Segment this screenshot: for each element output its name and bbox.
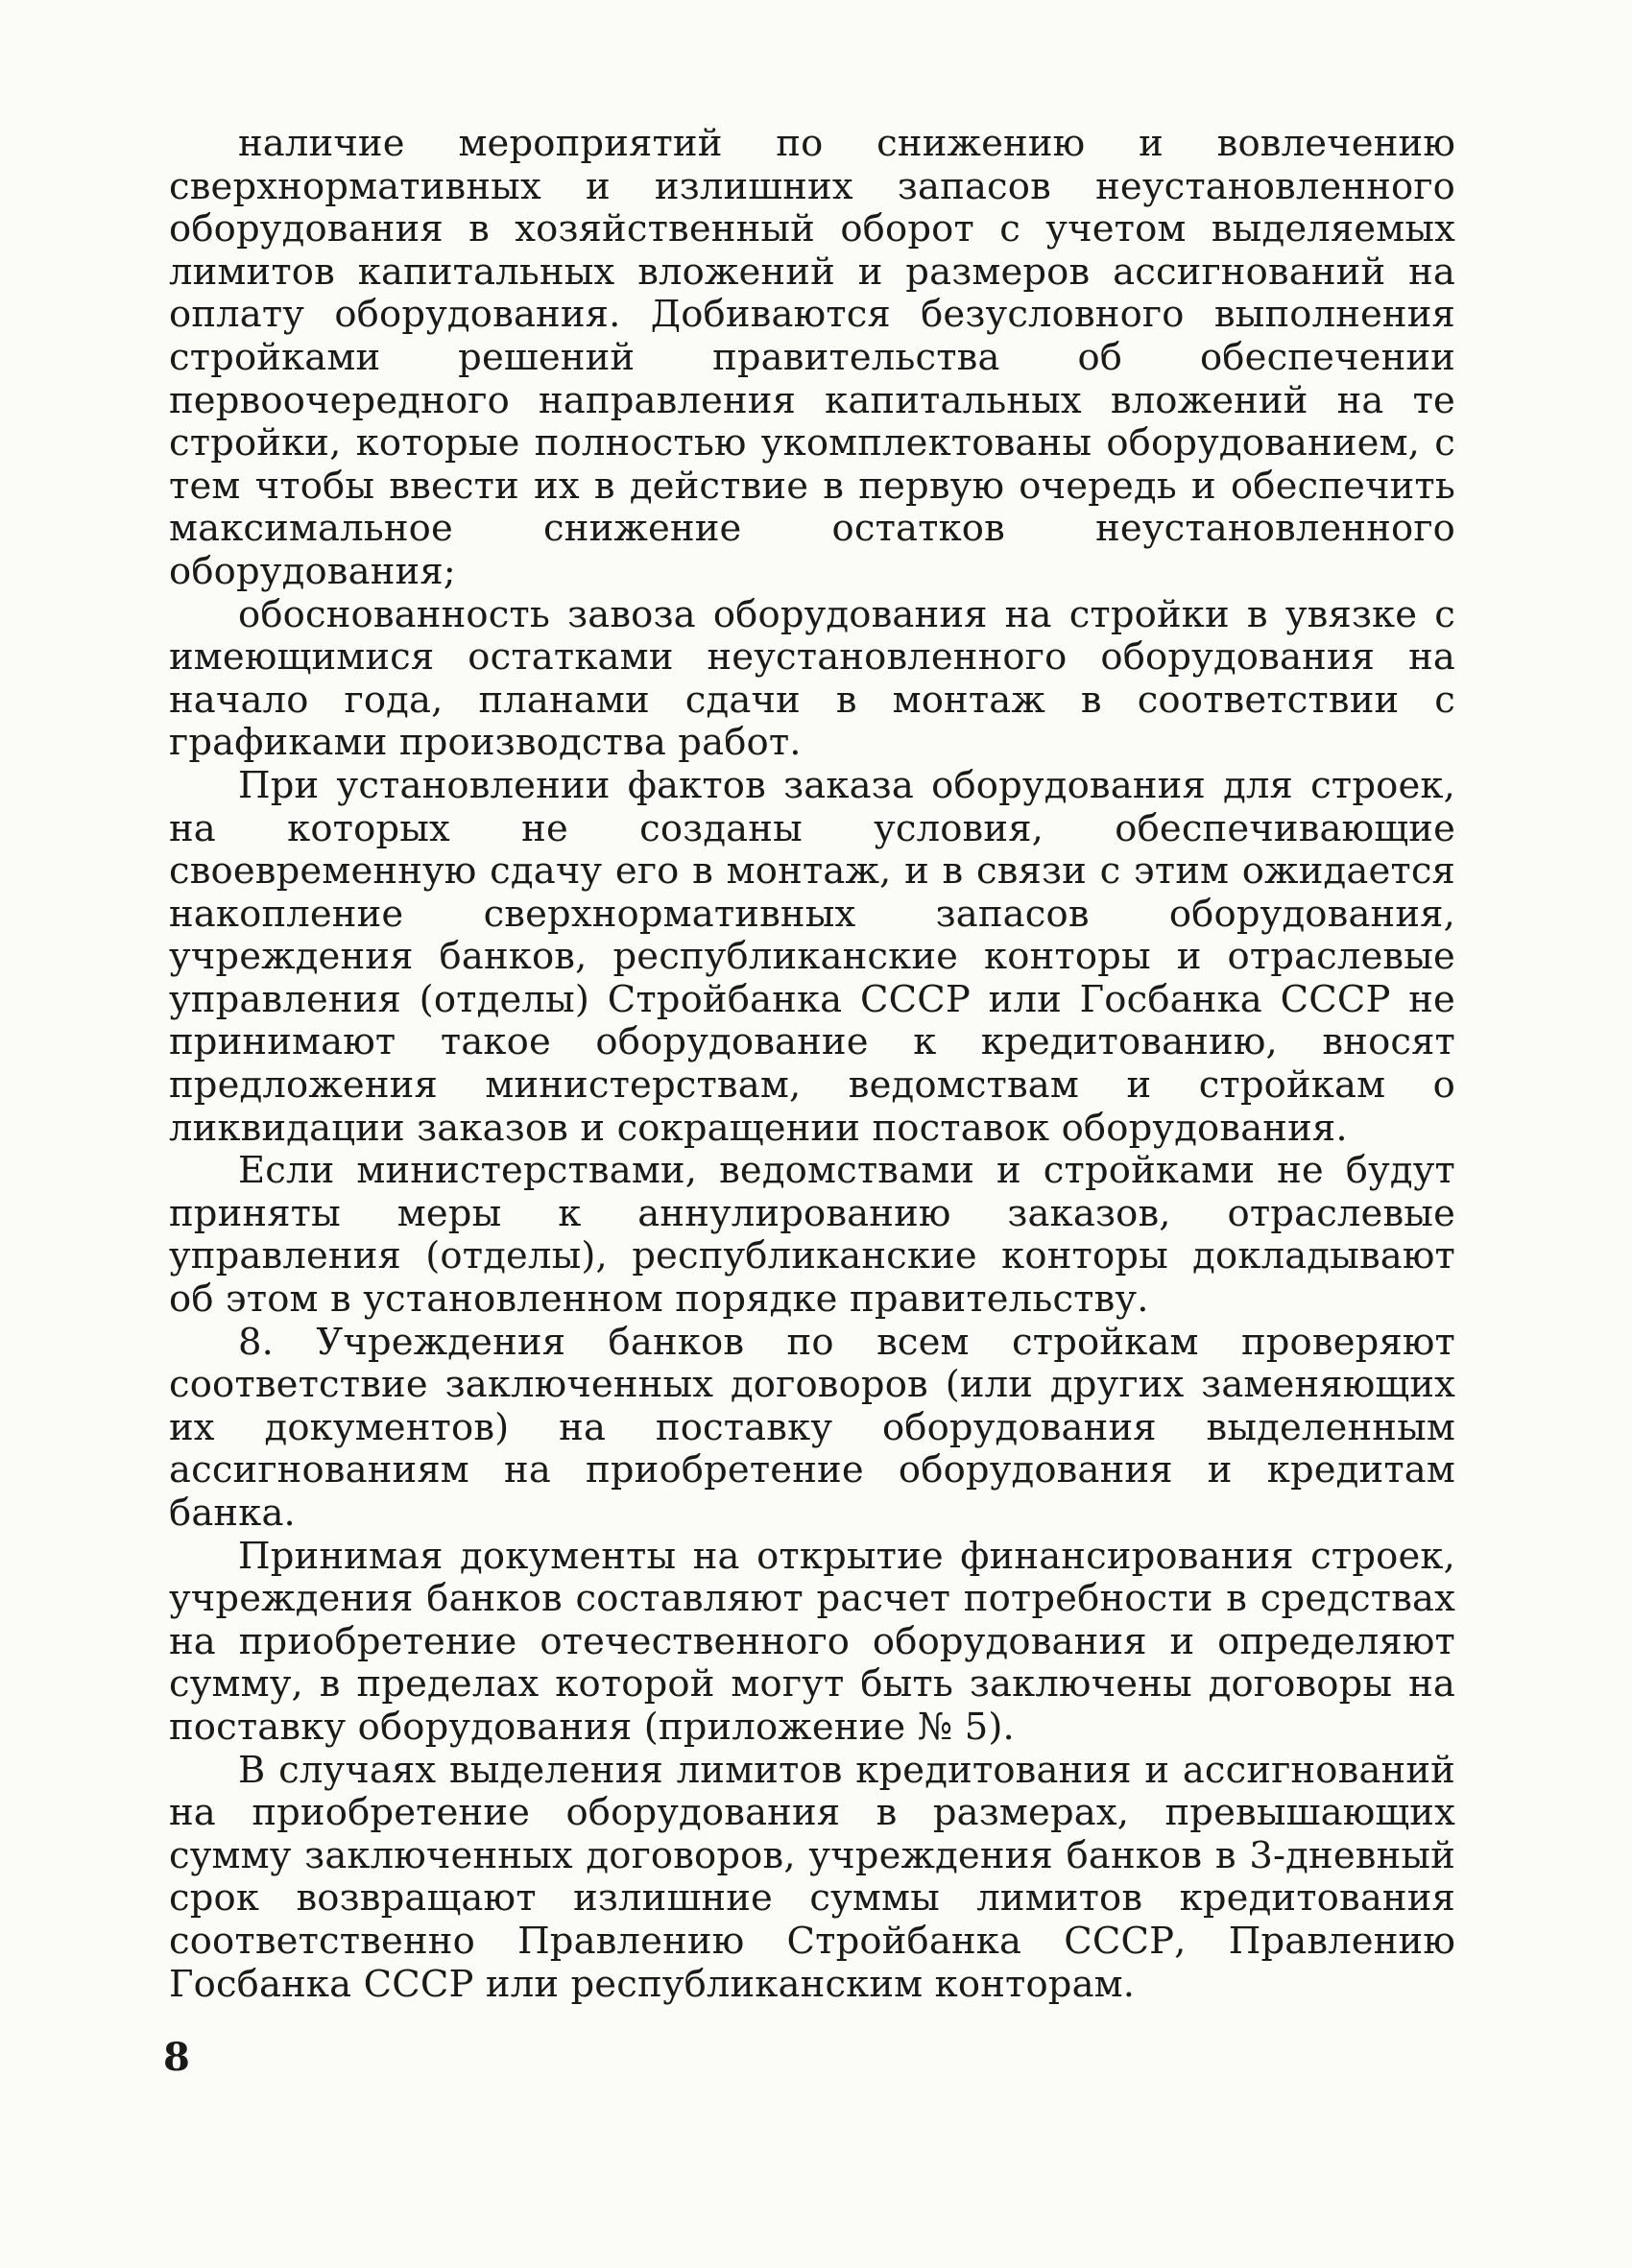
paragraph-3: При установлении фактов заказа оборудования для строек, на которых не созданы условия, обеспечивающие своевременную сдачу его в монтаж, и в связи с этим ожидается накопление сверхнормативных запасов оборудования, учреждения банков, республиканские конторы и отраслевые управления (отделы) Стройбанка СССР или Госбанка СССР не принимают такое оборудование к кредитованию, вносят предложения министерствам, ведомствам и стройкам о ликвидации заказов и сокращении поставок оборудования. bbox=[169, 763, 1455, 1150]
paragraph-2: обоснованность завоза оборудования на стройки в увязке с имеющимися остатками неустановленного оборудования на начало года, планами сдачи в монтаж в соответствии с графиками производства работ. bbox=[169, 592, 1455, 765]
paragraph-4: Если министерствами, ведомствами и стройками не будут приняты меры к аннулированию заказов, отраслевые управления (отделы), республиканские конторы докладывают об этом в установленном порядке правительству. bbox=[169, 1149, 1455, 1322]
page-number: 8 bbox=[163, 2035, 190, 2080]
paragraph-5: 8. Учреждения банков по всем стройкам проверяют соответствие заключенных договоров (или других заменяющих их документов) на поставку оборудования выделенным ассигнованиям на приобретение оборудования и кредитам банка. bbox=[169, 1320, 1455, 1535]
paragraph-1: наличие мероприятий по снижению и вовлечению сверхнормативных и излишних запасов неустановленного оборудования в хозяйственный оборот с учетом выделяемых лимитов капитальных вложений и размеров ассигнований на оплату оборудования. Добиваются безусловного выполнения стройками решений правительства об обеспечении первоочередного направления капитальных вложений на те стройки, которые полностью укомплектованы оборудованием, с тем чтобы ввести их в действие в первую очередь и обеспечить максимальное снижение остатков неустановленного оборудования; bbox=[169, 122, 1455, 593]
body-text bbox=[169, 123, 1455, 2006]
paragraph-6: Принимая документы на открытие финансирования строек, учреждения банков составляют расчет потребности в средствах на приобретение отечественного оборудования и определяют сумму, в пределах которой могут быть заключены договоры на поставку оборудования (приложение № 5). bbox=[169, 1534, 1455, 1749]
paragraph-7: В случаях выделения лимитов кредитования и ассигнований на приобретение оборудования в размерах, превышающих сумму заключенных договоров, учреждения банков в 3-дневный срок возвращают излишние суммы лимитов кредитования соответственно Правлению Стройбанка СССР, Правлению Госбанка СССР или республиканским конторам. bbox=[169, 1748, 1455, 2006]
